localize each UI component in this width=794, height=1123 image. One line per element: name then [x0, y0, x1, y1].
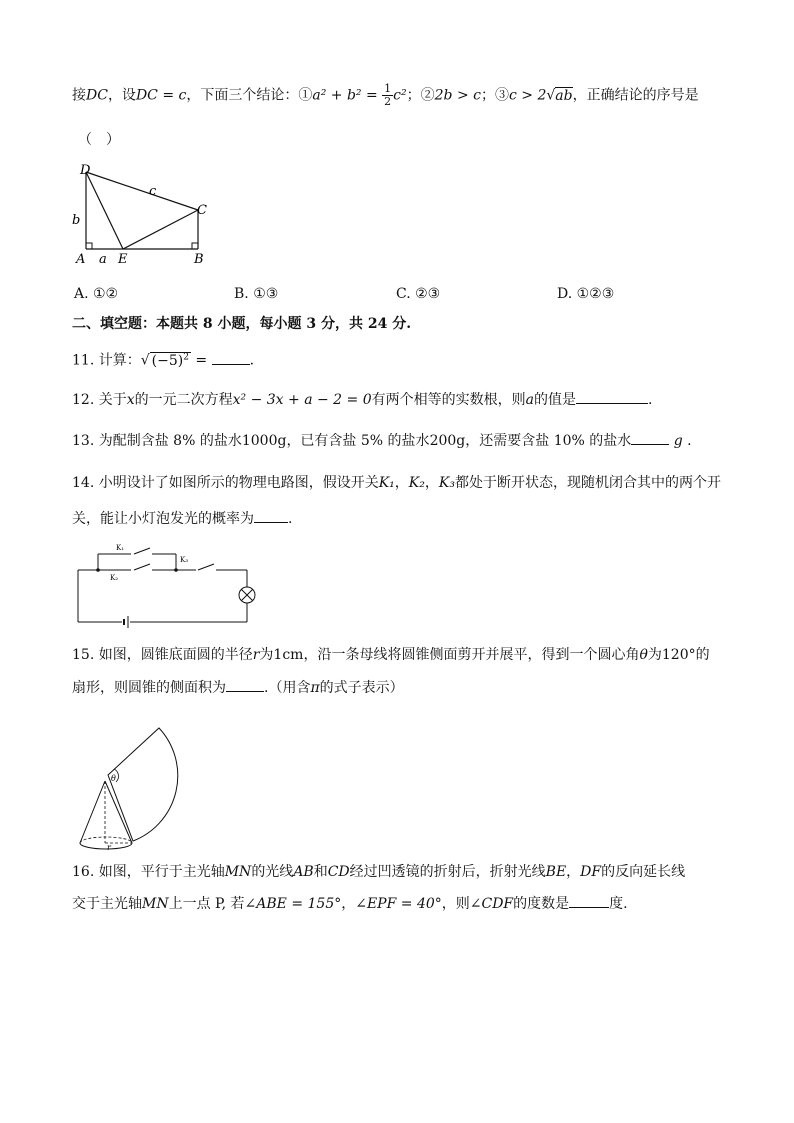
- q16-line-2: [72, 893, 628, 914]
- ray-ab: AB: [293, 864, 314, 880]
- conclusion-3-expr: c > 2: [508, 87, 547, 104]
- q15-text: .（用含: [264, 680, 311, 696]
- q13-text: ，还需要含盐 10% 的盐水: [465, 433, 632, 449]
- switch-k2-label: K₂: [408, 475, 425, 491]
- fig-k3: K₃: [180, 556, 189, 564]
- junction: [174, 568, 178, 572]
- answer-blank[interactable]: [226, 677, 264, 692]
- sector: [108, 728, 178, 841]
- question-number: 13.: [72, 433, 95, 449]
- fig-k1: K₁: [116, 544, 125, 552]
- var-a: a: [525, 392, 534, 408]
- q12-text: 关于: [98, 392, 127, 408]
- conclusion-1-mark: ①: [298, 87, 313, 104]
- angle-value: 120°: [661, 647, 696, 663]
- separator: ，: [341, 896, 356, 912]
- q12-text: 有两个相等的实数根，则: [371, 392, 526, 408]
- switch-k1: [134, 548, 150, 554]
- option-c[interactable]: C. ②③: [396, 286, 441, 302]
- q16-text: 经过凹透镜的折射后，折射光线: [349, 864, 546, 880]
- answer-blank[interactable]: [569, 893, 609, 908]
- q15-line-1: [72, 645, 710, 665]
- q13-text: 为配制含盐 8% 的盐水: [98, 433, 242, 449]
- q16-text: 度.: [609, 896, 628, 912]
- q13-value-1: 1000g: [241, 433, 287, 449]
- separator: ；: [406, 87, 421, 104]
- conclusion-1-tail: c²: [393, 87, 407, 104]
- q14-line-1: 14. 小明设计了如图所示的物理电路图，假设开关K₁，K₂，K₃都处于断开状态，现随机闭合其中的两个开: [72, 475, 721, 491]
- question-number: 14.: [72, 475, 95, 491]
- q15-text: 的式子表示）: [319, 680, 404, 696]
- label-D: D: [80, 163, 91, 178]
- answer-paren: （ ）: [78, 132, 120, 148]
- conclusion-1-expr: a² + b² =: [312, 87, 378, 104]
- q14-line-2: [72, 508, 292, 529]
- q10-text: ，正确结论的序号是: [572, 87, 699, 104]
- ray-cd: CD: [327, 864, 350, 880]
- q16-text: 交于主光轴: [72, 896, 142, 912]
- q13-line: [72, 430, 692, 451]
- ray-be: BE: [545, 864, 567, 880]
- ray-df: DF: [580, 864, 602, 880]
- cone-side-right: [105, 781, 132, 843]
- label-A: A: [76, 252, 86, 267]
- q14-text: 关，能让小灯泡发光的概率为: [72, 511, 254, 527]
- fig-theta: θ: [111, 774, 116, 783]
- axis-mn: MN: [224, 864, 252, 880]
- q16-text: 的光线: [251, 864, 294, 880]
- question-number: 11.: [72, 352, 95, 369]
- q10-text: ，设: [107, 87, 136, 104]
- q10-figure: [70, 162, 220, 270]
- option-a[interactable]: A. ①②: [74, 286, 119, 302]
- q14-text: 小明设计了如图所示的物理电路图，假设开关: [98, 475, 379, 491]
- sqrt-symbol: √: [546, 87, 556, 104]
- q14-text: 都处于断开状态，现随机闭合其中的两个开: [454, 475, 721, 491]
- q13-end: .: [687, 433, 692, 449]
- cone-figure: [76, 725, 216, 857]
- q11-exponent: 2: [183, 352, 189, 362]
- q10-text: 接: [72, 87, 86, 104]
- q13-text: ，已有含盐 5% 的盐水: [286, 433, 430, 449]
- segment-DE: [86, 172, 123, 249]
- angle-epf: ∠EPF = 40°: [355, 896, 442, 912]
- q13-unit: g: [673, 433, 683, 449]
- q11-line: [72, 347, 254, 371]
- label-c: c: [149, 184, 157, 199]
- answer-blank[interactable]: [631, 430, 669, 445]
- sqrt-radicand: [150, 352, 191, 369]
- switch-k1-label: K₁: [378, 475, 395, 491]
- q16-text: 上一点 P, 若: [168, 896, 245, 912]
- conclusion-3-mark: ③: [494, 87, 509, 104]
- junction: [96, 568, 100, 572]
- answer-blank[interactable]: [212, 350, 250, 365]
- var-r: r: [252, 647, 260, 663]
- q15-line-2: [72, 677, 404, 698]
- fig-r: r: [107, 843, 111, 852]
- label-b: b: [72, 213, 81, 228]
- circuit-diagram: [76, 540, 266, 636]
- option-b[interactable]: B. ①③: [234, 286, 279, 302]
- q15-text: 扇形，则圆锥的侧面积为: [72, 680, 226, 696]
- question-number: 16.: [72, 864, 95, 880]
- answer-blank[interactable]: [576, 389, 648, 404]
- q15-text: 为: [647, 647, 662, 663]
- q15-text: 为: [259, 647, 274, 663]
- angle-abe: ∠ABE = 155°: [244, 896, 342, 912]
- q12-end: .: [647, 392, 653, 408]
- separator: ，: [566, 864, 581, 880]
- var-theta: θ: [639, 647, 648, 663]
- q16-text: 和: [313, 864, 328, 880]
- section-title: 二、填空题：本题共 8 小题，每小题 3 分，共 24 分.: [72, 316, 412, 332]
- q15-text: 的: [695, 647, 710, 663]
- right-angle-A: [86, 243, 92, 249]
- q10-text: ，下面三个结论：: [186, 87, 299, 104]
- q16-line-1: [72, 862, 685, 882]
- q16-text: ，则: [441, 896, 470, 912]
- q15-text: ，沿一条母线将圆锥侧面剪开并展平，得到一个圆心角: [303, 647, 640, 663]
- label-a: a: [99, 252, 107, 267]
- q10-statement-line: [72, 83, 699, 108]
- label-E: E: [118, 252, 128, 267]
- cone-side-left: [80, 781, 105, 843]
- q15-text: 如图，圆锥底面圆的半径: [98, 647, 253, 663]
- cone-base-back: [80, 837, 132, 843]
- q16-text: 的度数是: [513, 896, 570, 912]
- label-B: B: [194, 252, 204, 267]
- angle-cdf: ∠CDF: [469, 896, 514, 912]
- fraction: [382, 83, 393, 108]
- fraction-denominator: 2: [384, 95, 392, 108]
- radius-value: 1cm: [273, 647, 304, 663]
- conclusion-2-mark: ②: [420, 87, 435, 104]
- q16-text: 如图，平行于主光轴: [98, 864, 225, 880]
- q16-text: 的反向延长线: [601, 864, 686, 880]
- switch-k3-label: K₃: [438, 475, 455, 491]
- q10-paren: [78, 130, 120, 150]
- q12-line: [72, 389, 652, 410]
- q12-equation: x² − 3x + a − 2 = 0: [232, 392, 372, 408]
- equals-sign: =: [195, 352, 208, 369]
- option-d[interactable]: D. ①②③: [557, 286, 615, 302]
- q11-expr: (−5): [151, 352, 184, 369]
- sqrt-radicand: ab: [555, 87, 573, 104]
- var-x: x: [126, 392, 135, 408]
- q12-text: 的一元二次方程: [134, 392, 233, 408]
- fraction-numerator: 1: [384, 82, 392, 95]
- right-angle-B: [192, 243, 198, 249]
- fig-k2: K₂: [110, 574, 119, 582]
- question-number: 12.: [72, 392, 95, 408]
- conclusion-2-expr: 2b > c: [434, 87, 481, 104]
- q12-text: 的值是: [533, 392, 576, 408]
- q13-value-2: 200g: [429, 433, 466, 449]
- var-pi: π: [310, 680, 320, 696]
- q10-dc: DC: [86, 87, 108, 104]
- q10-dc-eq: DC = c: [135, 87, 187, 104]
- cone-base-front: [80, 843, 132, 849]
- switch-k2: [134, 564, 150, 570]
- segment-DC: [86, 172, 198, 210]
- axis-mn: MN: [142, 896, 169, 912]
- switch-k3: [198, 564, 214, 570]
- sqrt-symbol: √: [140, 352, 150, 369]
- segment-EC: [123, 210, 198, 249]
- question-number: 15.: [72, 647, 95, 663]
- label-C: C: [197, 203, 207, 218]
- q14-end: .: [288, 511, 293, 527]
- separator: ；: [480, 87, 495, 104]
- answer-blank[interactable]: [254, 508, 288, 523]
- q11-text: 计算：: [98, 352, 141, 369]
- q11-end: .: [249, 352, 255, 369]
